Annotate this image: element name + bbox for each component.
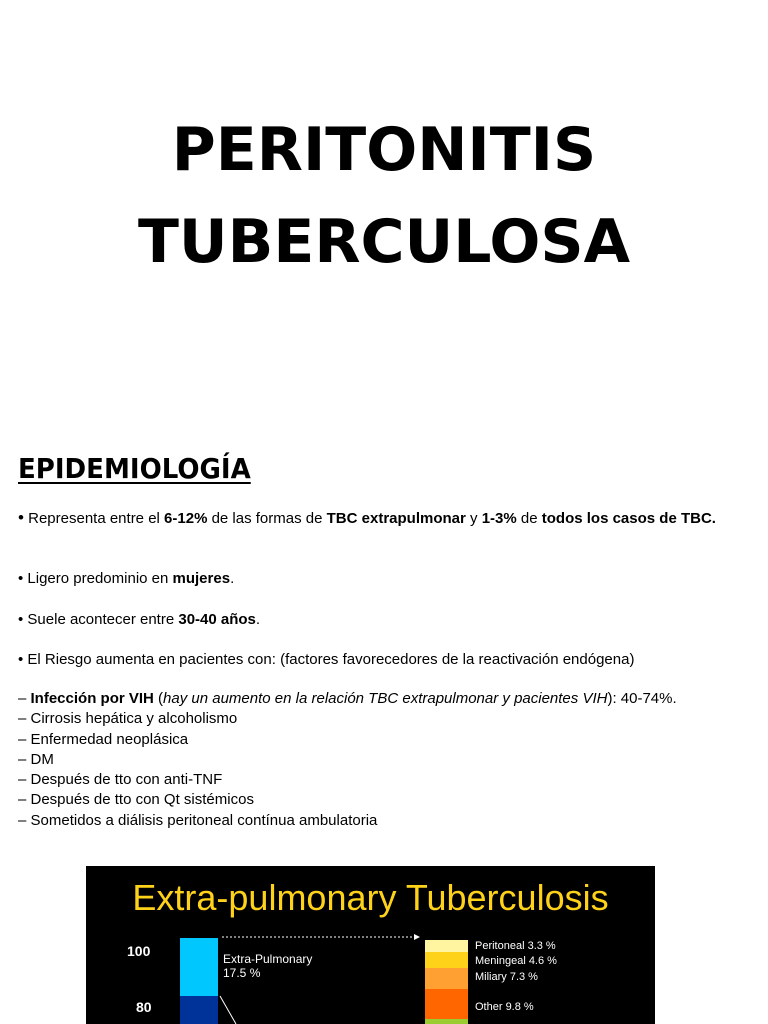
list-item: – Sometidos a diálisis peritoneal contínua ambulatoria (18, 811, 378, 829)
bar-label-text: Extra-Pulmonary 17.5 % (223, 952, 313, 980)
bar-pulmonary (180, 996, 218, 1024)
list-item: – Enfermedad neoplásica (18, 730, 189, 748)
text: ( (153, 690, 164, 707)
slide-title (0, 104, 768, 288)
bar-label-extra-pulmonary (223, 952, 312, 980)
risk-factor-list (18, 689, 763, 831)
section-heading: EPIDEMIOLOGÍA (18, 452, 251, 485)
bold-text: 30-40 años (178, 611, 256, 628)
italic-text: hay un aumento en la relación TBC extrapulmonar y pacientes VIH (163, 690, 608, 707)
label-other: Other 9.8 % (475, 1001, 534, 1013)
label-peritoneal: Peritoneal 3.3 % (475, 940, 556, 952)
segment-other (425, 989, 468, 1019)
tick-100: 100 (127, 943, 151, 959)
paragraph-sex (18, 568, 760, 589)
title-line-1: PERITONITIS (171, 115, 597, 185)
text: . (230, 570, 235, 587)
text: – (18, 690, 31, 707)
bold-text: mujeres (172, 570, 231, 587)
text: de (516, 510, 542, 527)
bold-text: Infección por VIH (30, 690, 154, 707)
bold-text: 1-3% (481, 510, 517, 527)
label-meningeal: Meningeal 4.6 % (475, 955, 557, 967)
bold-text: todos los casos de TBC. (541, 510, 716, 527)
text: Representa entre el (23, 510, 165, 527)
text: • Ligero predominio en (18, 570, 173, 587)
bold-text: 6-12% (164, 510, 208, 527)
bold-text: TBC extrapulmonar (326, 510, 466, 527)
paragraph-age (18, 609, 760, 630)
text: • Suele acontecer entre (18, 611, 179, 628)
list-item: – Después de tto con Qt sistémicos (18, 791, 254, 809)
segment-miliary (425, 968, 468, 989)
figure-title: Extra-pulmonary Tuberculosis (132, 877, 609, 918)
paragraph-incidence (18, 507, 760, 529)
text: de las formas de (207, 510, 327, 527)
segment-peritoneal (425, 940, 468, 952)
tick-80: 80 (136, 999, 152, 1015)
title-line-2: TUBERCULOSA (137, 207, 631, 277)
list-item (18, 689, 763, 709)
text: y (465, 510, 482, 527)
label-miliary: Miliary 7.3 % (475, 971, 538, 983)
list-item: – DM (18, 750, 54, 768)
bar-extra-pulmonary (180, 938, 218, 996)
segment-bottom (425, 1019, 468, 1024)
figure-image (86, 866, 655, 1024)
segment-meningeal (425, 952, 468, 968)
paragraph-risk (18, 649, 760, 670)
list-item: – Después de tto con anti-TNF (18, 771, 223, 789)
text: . (255, 611, 261, 628)
text: • El Riesgo aumenta en pacientes con: (factores favorecedores de la reactivación endógena) (18, 651, 635, 668)
list-item: – Cirrosis hepática y alcoholismo (18, 710, 238, 728)
bullet: • (18, 508, 24, 527)
text: ): 40-74%. (607, 690, 677, 707)
